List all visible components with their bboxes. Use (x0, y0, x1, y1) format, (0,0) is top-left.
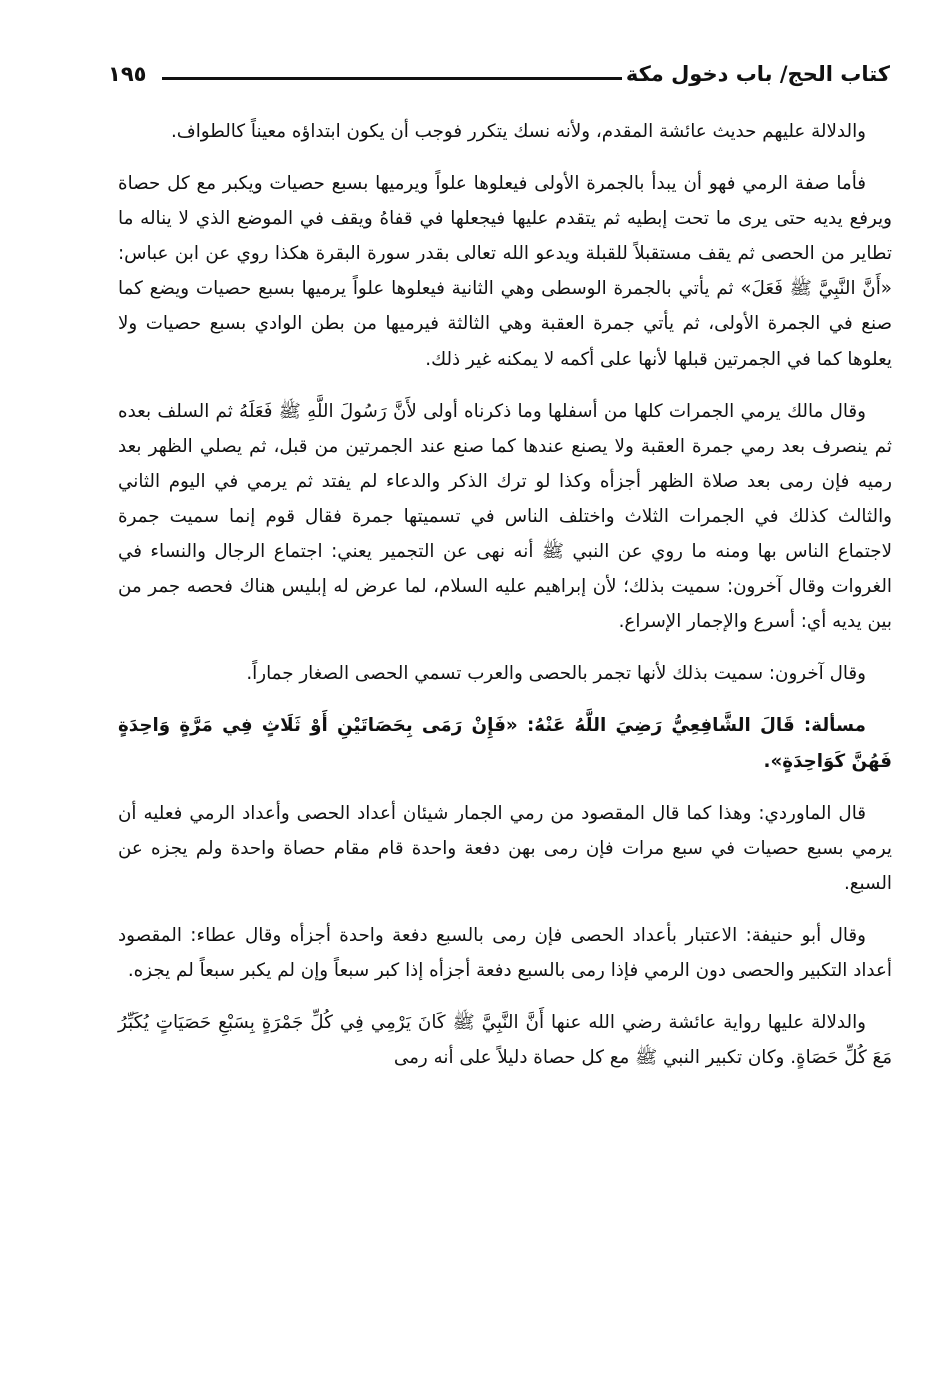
page-number: ١٩٥ (108, 62, 147, 86)
running-header (108, 58, 890, 98)
paragraph: والدلالة عليهم حديث عائشة المقدم، ولأنه نسك يتكرر فوجب أن يكون ابتداؤه معيناً كالطواف. (170, 121, 866, 142)
header-rule (162, 77, 622, 80)
chapter-title: كتاب الحج/ باب دخول مكة (625, 62, 890, 86)
paragraph: والدلالة عليها رواية عائشة رضي الله عنها أَنَّ النَّبِيَّ ﷺ كَانَ يَرْمِي فِي كُلِّ جَمْرَةٍ بِسَبْعِ حَصَيَاتٍ يُكَبِّرُ مَعَ كُلِّ حَصَاةٍ. وكان تكبير النبي ﷺ مع كل حصاة دليلاً على أنه رمى (118, 1012, 892, 1069)
body-text (118, 114, 892, 1092)
paragraph: فأما صفة الرمي فهو أن يبدأ بالجمرة الأولى فيعلوها علواً ويرميها بسبع حصيات ويكبر مع كل حصاة ويرفع يديه حتى يرى ما تحت إبطيه ثم يتقدم عليها فيجعلها في قفاهُ ويقف في الموضع الذي لا يناله ما تطاير من الحصى ثم يقف مستقبلاً للقبلة ويدعو الله تعالى بقدر سورة البقرة هكذا روي عن ابن عباس: «أَنَّ النَّبِيَّ ﷺ فَعَلَ» ثم يأتي بالجمرة الوسطى وهي الثانية فيعلوها علواً يرميها بسبع حصيات ويضع كما صنع في الجمرة الأولى، ثم يأتي جمرة العقبة وهي الثالثة فيرميها من بطن الوادي بسبع حصيات ولا يعلوها كما في الجمرتين قبلها لأنها على أكمه لا يمكنه غير ذلك. (118, 173, 892, 370)
masala-text: قَالَ الشَّافِعِيُّ رَضِيَ اللَّهُ عَنْهُ: «فَإِنْ رَمَى بِحَصَاتَيْنِ أَوْ ثَلَاثٍ فِي مَرَّةٍ وَاحِدَةٍ فَهُنَّ كَوَاحِدَةٍ». (118, 715, 892, 772)
paragraph: وقال مالك يرمي الجمرات كلها من أسفلها وما ذكرناه أولى لأَنَّ رَسُولَ اللَّهِ ﷺ فَعَلَهُ ثم السلف بعده ثم ينصرف بعد رمي جمرة العقبة ولا يصنع عندها كما صنع عند الجمرتين من قبل، ثم يصلي الظهر بعد رميه فإن رمى بعد صلاة الظهر أجزأه وكذا لو ترك الذكر والدعاء لم يفتد ثم يرمي في اليوم الثاني والثالث كذلك في الجمرات الثلاث واختلف الناس في تسميتها جمرة فقال قوم إنما سميت جمرة لاجتماع الناس بها ومنه ما روي عن النبي ﷺ أنه نهى عن التجمير يعني: اجتماع الرجال والنساء في الغروات وقال آخرون: سميت بذلك؛ لأن إبراهيم عليه السلام، لما عرض له إبليس هناك فحصه جمر من بين يديه أي: أسرع والإجمار الإسراع. (118, 400, 892, 633)
masala-label: مسألة: (803, 715, 866, 737)
paragraph: قال الماوردي: وهذا كما قال المقصود من رمي الجمار شيئان أعداد الحصى وأعداد الرمي فعليه أن يرمي بسبع حصيات في سبع مرات فإن رمى بهن دفعة واحدة قام مقام حصاة واحدة ولم يجزه عن السبع. (118, 802, 892, 894)
masala-paragraph (118, 708, 892, 778)
paragraph: وقال أبو حنيفة: الاعتبار بأعداد الحصى فإن رمى بالسبع دفعة واحدة أجزأه وقال عطاء: المقصود أعداد التكبير والحصى دون الرمي فإذا رمى بالسبع دفعة أجزأه إذا كبر سبعاً وإن لم يكبر سبعاً لم يجزه. (118, 924, 892, 981)
paragraph: وقال آخرون: سميت بذلك لأنها تجمر بالحصى والعرب تسمي الحصى الصغار جماراً. (246, 663, 866, 685)
